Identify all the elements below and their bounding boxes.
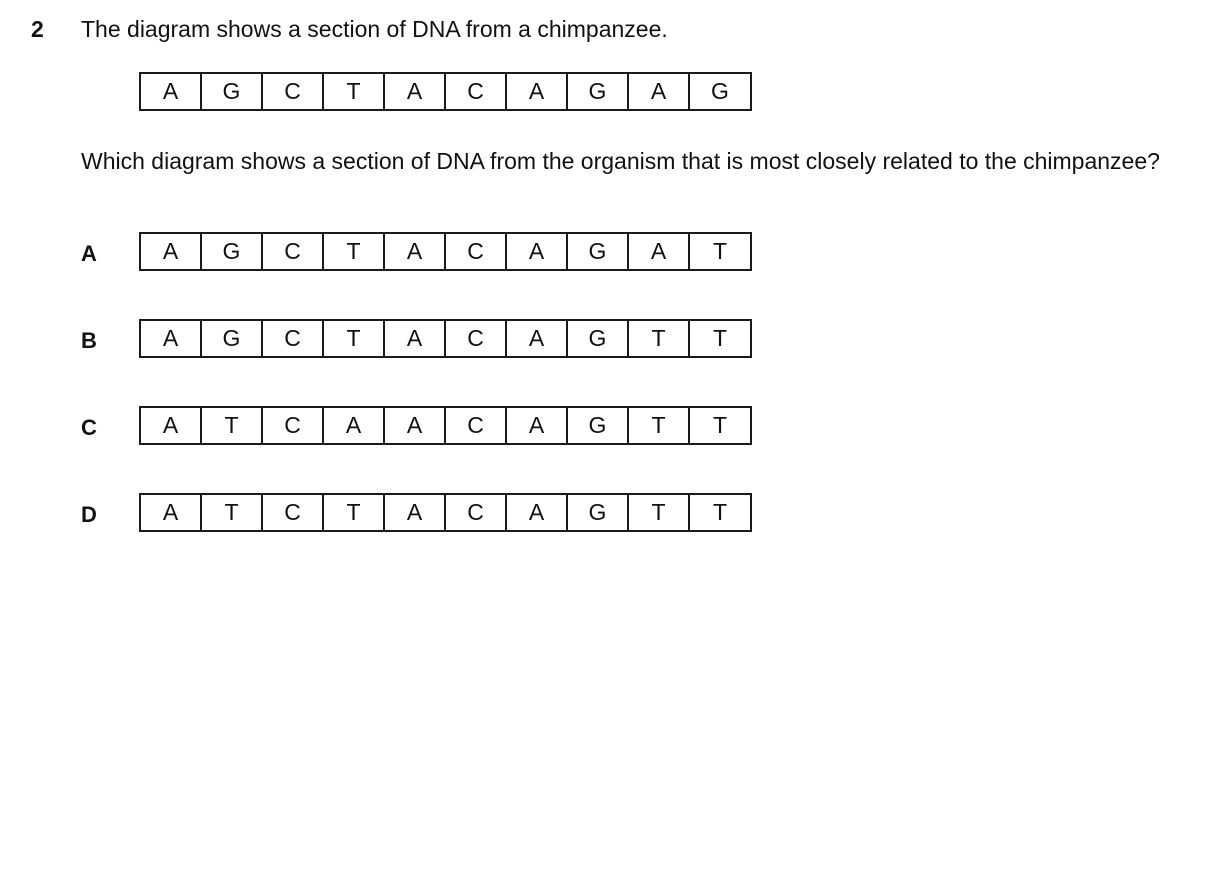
base-cell: G (568, 74, 629, 109)
base-cell: A (629, 234, 690, 269)
base-cell: A (141, 74, 202, 109)
option-d-letter[interactable]: D (81, 502, 97, 527)
base-cell: T (324, 495, 385, 530)
base-cell: A (507, 495, 568, 530)
base-cell: T (629, 321, 690, 356)
base-cell: C (446, 74, 507, 109)
base-cell: A (141, 234, 202, 269)
base-cell: G (202, 321, 263, 356)
base-cell: C (263, 234, 324, 269)
base-cell: A (141, 321, 202, 356)
base-cell: G (568, 408, 629, 443)
chimpanzee-dna-sequence (139, 72, 752, 111)
option-c-sequence[interactable] (139, 406, 752, 445)
base-cell: C (263, 495, 324, 530)
base-cell: T (324, 234, 385, 269)
base-cell: A (385, 234, 446, 269)
option-c-letter[interactable]: C (81, 415, 97, 440)
base-cell: G (202, 74, 263, 109)
base-cell: A (507, 408, 568, 443)
base-cell: C (263, 408, 324, 443)
option-a-sequence[interactable] (139, 232, 752, 271)
base-cell: G (568, 234, 629, 269)
base-cell: C (446, 234, 507, 269)
base-cell: T (712, 499, 728, 525)
base-cell: G (568, 495, 629, 530)
option-d-sequence[interactable] (139, 493, 752, 532)
base-cell: T (202, 408, 263, 443)
base-cell: T (629, 408, 690, 443)
base-cell: A (507, 74, 568, 109)
base-cell: A (629, 74, 690, 109)
question-stem: The diagram shows a section of DNA from a chimpanzee. (81, 16, 668, 42)
question-text: Which diagram shows a section of DNA from the organism that is most closely related to the chimpanzee? (81, 148, 1160, 174)
base-cell: G (202, 234, 263, 269)
base-cell: C (446, 408, 507, 443)
base-cell: T (712, 412, 728, 438)
base-cell: T (324, 321, 385, 356)
base-cell: C (446, 321, 507, 356)
base-cell: G (711, 78, 729, 104)
base-cell: A (141, 495, 202, 530)
base-cell: A (507, 234, 568, 269)
base-cell: T (712, 238, 728, 264)
base-cell: A (385, 495, 446, 530)
base-cell: C (446, 495, 507, 530)
base-cell: G (568, 321, 629, 356)
base-cell: A (385, 74, 446, 109)
base-cell: T (712, 325, 728, 351)
base-cell: A (385, 321, 446, 356)
option-b-sequence[interactable] (139, 319, 752, 358)
base-cell: A (141, 408, 202, 443)
base-cell: A (324, 408, 385, 443)
base-cell: T (202, 495, 263, 530)
option-a-letter[interactable]: A (81, 241, 97, 266)
base-cell: C (263, 321, 324, 356)
base-cell: T (324, 74, 385, 109)
base-cell: A (507, 321, 568, 356)
question-number: 2 (31, 16, 44, 42)
option-b-letter[interactable]: B (81, 328, 97, 353)
base-cell: A (385, 408, 446, 443)
base-cell: T (629, 495, 690, 530)
base-cell: C (263, 74, 324, 109)
